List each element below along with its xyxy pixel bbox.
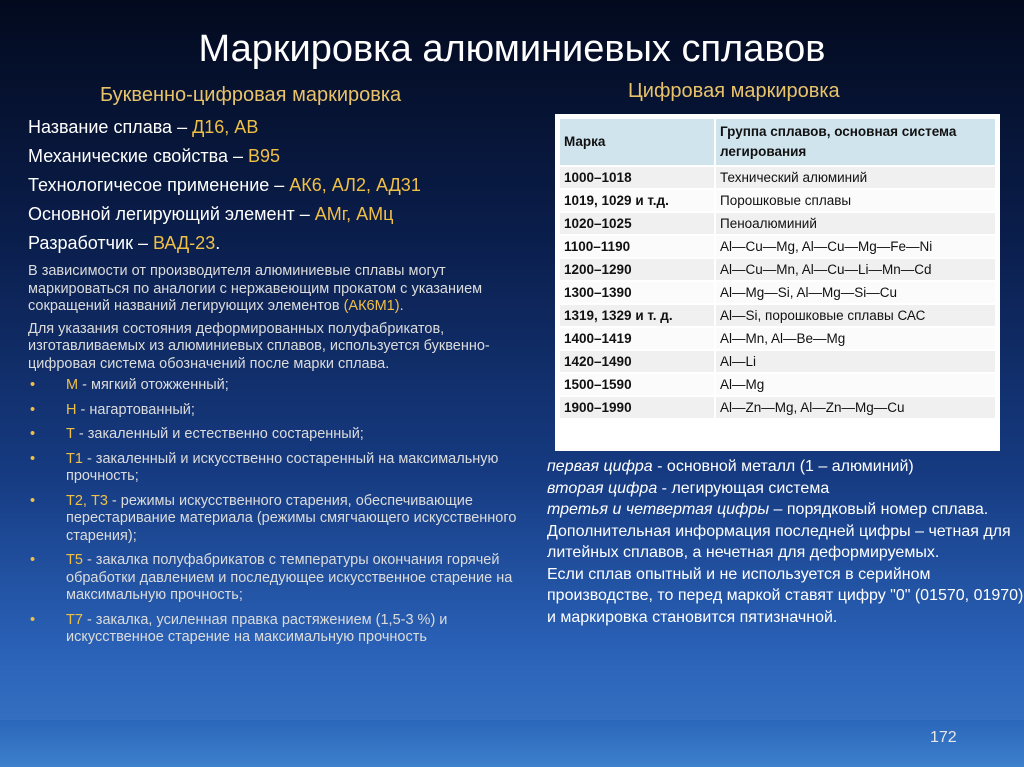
table-cell-mark: 1420–1490 xyxy=(560,351,714,372)
mechanical-properties-value: В95 xyxy=(248,146,281,166)
developer-line: Разработчик – ВАД-23. xyxy=(28,233,221,253)
table-row xyxy=(560,236,995,257)
table-row xyxy=(560,167,995,188)
list-item: • Т1 - закаленный и искусственно состаренный на максимальную прочность; xyxy=(30,450,499,484)
table-row xyxy=(560,305,995,326)
list-item: • Н - нагартованный; xyxy=(30,401,195,418)
table-cell-group: Al—Mg—Si, Al—Mg—Si—Cu xyxy=(716,282,995,303)
table-cell-group: Технический алюминий xyxy=(716,167,995,188)
table-cell-mark: 1900–1990 xyxy=(560,397,714,418)
bullet-icon: • xyxy=(30,552,36,568)
left-subtitle: Буквенно-цифровая маркировка xyxy=(100,84,402,106)
temper-paragraph: Для указания состояния деформированных полуфабрикатов, изготавливаемых из алюминиевых сплавов, используется буквенно-цифровая система обозначений после марки сплава. xyxy=(28,320,490,372)
list-item: • Т7 - закалка, усиленная правка растяжением (1,5-3 %) и искусственное старение на максимальную прочность xyxy=(30,611,448,645)
list-item: • Т - закаленный и естественно состаренный; xyxy=(30,426,364,442)
column-header-mark: Марка xyxy=(560,119,714,165)
second-digit-note: вторая цифра - легирующая система xyxy=(547,479,830,497)
page-number: 172 xyxy=(930,729,957,746)
table-cell-mark: 1200–1290 xyxy=(560,259,714,280)
list-item: • Т2, Т3 - режимы искусственного старения, обеспечивающие перестаривание материала (режимы смягчающего искусственного старения); xyxy=(30,492,517,544)
bullet-icon: • xyxy=(30,426,36,442)
column-header-group: Группа сплавов, основная система легирования xyxy=(716,119,995,165)
bullet-icon: • xyxy=(30,611,36,628)
alloy-name-value: Д16, АВ xyxy=(192,117,259,137)
table-row xyxy=(560,328,995,349)
slide-title: Маркировка алюминиевых сплавов xyxy=(198,28,826,70)
table-row xyxy=(560,282,995,303)
developer-value: ВАД-23 xyxy=(152,233,216,253)
table-header-row xyxy=(560,119,995,165)
alloy-name-line: Название сплава – Д16, АВ xyxy=(28,117,259,137)
manufacturer-paragraph: В зависимости от производителя алюминиевые сплавы могут маркироваться по аналогии с нержавеющим прокатом с указанием сокращений названий легирующих элементов (АК6М1). xyxy=(28,263,483,314)
table-row xyxy=(560,397,995,418)
table-cell-mark: 1300–1390 xyxy=(560,282,714,303)
bullet-icon: • xyxy=(30,401,36,418)
list-item: • М - мягкий отожженный; xyxy=(30,377,229,393)
mechanical-properties-line: Механические свойства – В95 xyxy=(28,146,281,166)
temper-list xyxy=(28,377,538,647)
list-item: • Т5 - закалка полуфабрикатов с температуры окончания горячей обработки давлением и последующее искусственное старение на максимальную прочность; xyxy=(30,552,513,603)
digit-explanation xyxy=(547,456,1024,628)
table-cell-group: Al—Cu—Mg, Al—Cu—Mg—Fe—Ni xyxy=(716,236,995,257)
table-cell-group: Al—Zn—Mg, Al—Zn—Mg—Cu xyxy=(716,397,995,418)
table-cell-mark: 1319, 1329 и т. д. xyxy=(560,305,714,326)
table-cell-group: Al—Li xyxy=(716,351,995,372)
table-cell-group: Порошковые сплавы xyxy=(716,190,995,211)
table-cell-group: Al—Cu—Mn, Al—Cu—Li—Mn—Cd xyxy=(716,259,995,280)
table-row xyxy=(560,213,995,234)
table-row xyxy=(560,190,995,211)
main-alloying-element-value: АМг, АМц xyxy=(314,204,394,224)
table-cell-mark: 1000–1018 xyxy=(560,167,714,188)
last-digit-note: Дополнительная информация последней цифры – четная для литейных сплавов, а нечетная для деформируемых. xyxy=(547,522,1011,561)
experimental-alloy-note: Если сплав опытный и не используется в серийном производстве, то перед маркой ставят цифру "0" (01570, 01970) и маркировка становится пятизначной. xyxy=(547,565,1024,626)
left-column xyxy=(28,113,538,654)
third-fourth-digit-note: третья и четвертая цифры – порядковый номер сплава. xyxy=(547,501,989,518)
bottom-band xyxy=(0,720,1024,767)
table-row xyxy=(560,351,995,372)
table-cell-group: Al—Mn, Al—Be—Mg xyxy=(716,328,995,349)
bullet-icon: • xyxy=(30,492,36,509)
table-cell-mark: 1019, 1029 и т.д. xyxy=(560,190,714,211)
right-subtitle: Цифровая маркировка xyxy=(628,80,840,102)
table-cell-mark: 1020–1025 xyxy=(560,213,714,234)
bullet-icon: • xyxy=(30,450,36,467)
table-cell-mark: 1400–1419 xyxy=(560,328,714,349)
technological-use-value: АК6, АЛ2, АД31 xyxy=(289,175,421,195)
table-cell-group: Al—Mg xyxy=(716,374,995,395)
first-digit-note: первая цифра - основной металл (1 – алюминий) xyxy=(547,458,914,475)
technological-use-line: Технологичесое применение – АК6, АЛ2, АД31 xyxy=(28,175,421,195)
table-row xyxy=(560,374,995,395)
main-alloying-element-line: Основной легирующий элемент – АМг, АМц xyxy=(28,204,394,224)
table-cell-group: Пеноалюминий xyxy=(716,213,995,234)
bullet-icon: • xyxy=(30,377,36,393)
digital-marking-table xyxy=(555,114,1000,451)
table-row xyxy=(560,259,995,280)
table-cell-group: Al—Si, порошковые сплавы САС xyxy=(716,305,995,326)
table-cell-mark: 1500–1590 xyxy=(560,374,714,395)
table-cell-mark: 1100–1190 xyxy=(560,236,714,257)
